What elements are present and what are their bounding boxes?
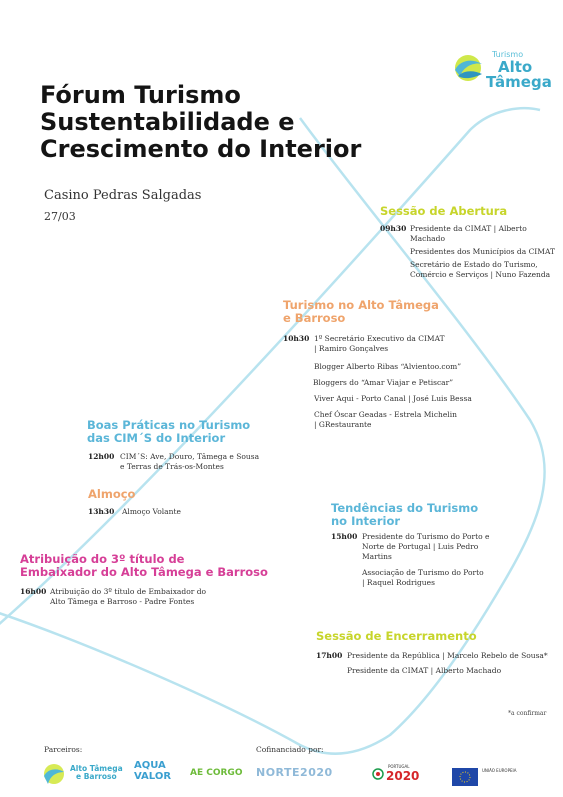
eu-label: UNIÃO EUROPEIA <box>482 768 517 773</box>
title-line1: Fórum Turismo <box>40 81 241 109</box>
aquavalor-logo <box>134 760 171 782</box>
partner2-line2: VALOR <box>134 771 172 782</box>
agenda-item: Presidente da CIMAT | Alberto <box>410 224 527 233</box>
agenda-item: Machado <box>410 234 445 243</box>
agenda-tendencias <box>362 532 490 588</box>
agenda-item: Alto Tâmega e Barroso - Padre Fontes <box>50 597 195 606</box>
heading-atribuicao-line1: Atribuição do 3º título de <box>20 552 185 566</box>
turismo-alto-tamega-logo <box>452 48 552 98</box>
portugal-small-text: PORTUGAL <box>388 764 410 769</box>
agenda-encerramento <box>347 651 548 676</box>
agenda-turismo-chef <box>314 410 457 430</box>
agenda-item: Presidente do Turismo do Porto e <box>362 532 490 541</box>
cofinanced-label: Cofinanciado por: <box>256 745 324 754</box>
portugal2020-text: 2020 <box>386 769 420 783</box>
partner2-line1: AQUA <box>134 760 166 771</box>
agenda-item: Bloggers do “Amar Viajar e Petiscar” <box>313 378 454 387</box>
heading-atribuicao-line2: Embaixador do Alto Tâmega e Barroso <box>20 565 268 579</box>
heading-tendencias-line1: Tendências do Turismo <box>331 501 479 515</box>
time-encerramento: 17h00 <box>316 651 343 660</box>
norte2020-logo: NORTE2020 <box>256 766 333 779</box>
time-turismo: 10h30 <box>283 334 310 343</box>
agenda-item: | GRestaurante <box>314 420 372 429</box>
ae-corgo-logo: AE CORGO <box>190 768 243 778</box>
partner1-line1: Alto Tâmega <box>70 764 123 773</box>
venue: Casino Pedras Salgadas <box>44 188 202 203</box>
agenda-item: | Raquel Rodrigues <box>362 578 435 587</box>
agenda-item: Norte de Portugal | Luis Pedro <box>362 542 479 551</box>
agenda-boas-praticas <box>120 452 259 472</box>
agenda-item: Chef Óscar Geadas - Estrela Michelin <box>314 410 457 419</box>
logo-line2: Tâmega <box>486 73 552 91</box>
partner-swirl-icon <box>42 762 66 786</box>
agenda-item: Presidentes dos Municípios da CIMAT <box>410 247 555 256</box>
partner1-text <box>70 765 123 781</box>
heading-turismo-line1: Turismo no Alto Tâmega <box>283 298 439 312</box>
title-line3: Crescimento do Interior <box>40 135 362 163</box>
agenda-item: e Terras de Trás-os-Montes <box>120 462 224 471</box>
time-abertura: 09h30 <box>380 224 407 233</box>
agenda-turismo <box>314 334 445 354</box>
event-date: 27/03 <box>44 210 76 223</box>
agenda-item: Almoço Volante <box>122 507 181 516</box>
logo-small-text: Turismo <box>492 50 524 59</box>
agenda-item: 1º Secretário Executivo da CIMAT <box>314 334 445 343</box>
eu-stars-icon <box>452 768 478 786</box>
partner1-line2: e Barroso <box>76 772 117 781</box>
logo-swirl-icon <box>452 50 486 84</box>
portugal2020-logo <box>372 764 432 788</box>
heading-turismo-line2: e Barroso <box>283 311 346 325</box>
confirm-note: *a confirmar <box>508 710 547 717</box>
agenda-atribuicao <box>50 587 206 607</box>
heading-boas-praticas <box>87 419 250 445</box>
logo-line1: Alto <box>498 58 533 76</box>
logo-text <box>486 60 552 90</box>
time-almoco: 13h30 <box>88 507 115 516</box>
agenda-item: Presidente da República | Marcelo Rebelo de Sousa* <box>347 651 548 660</box>
agenda-item: Martins <box>362 552 392 561</box>
heading-tendencias-line2: no Interior <box>331 514 401 528</box>
agenda-item: Blogger Alberto Ribas “Alvientoo.com” <box>314 362 462 371</box>
heading-boas-line2: das CIM´S do Interior <box>87 431 226 445</box>
agenda-item: CIM´S: Ave, Douro, Tâmega e Sousa <box>120 452 260 461</box>
heading-encerramento: Sessão de Encerramento <box>316 629 477 643</box>
heading-tendencias <box>331 502 478 528</box>
agenda-item: Atribuição do 3º título de Embaixador do <box>50 587 207 596</box>
heading-atribuicao <box>20 553 268 579</box>
eu-flag-icon <box>452 768 478 786</box>
heading-boas-line1: Boas Práticas no Turismo <box>87 418 251 432</box>
agenda-item: | Ramiro Gonçalves <box>314 344 389 353</box>
heading-almoco: Almoço <box>88 487 136 501</box>
heading-turismo <box>283 299 439 325</box>
agenda-abertura <box>410 224 555 280</box>
agenda-item: Associação de Turismo do Porto <box>362 568 484 577</box>
time-boas-praticas: 12h00 <box>88 452 115 461</box>
agenda-item: Secretário de Estado do Turismo, <box>410 260 538 269</box>
partners-label: Parceiros: <box>44 745 83 754</box>
page-title <box>40 82 460 163</box>
agenda-item: Viver Aqui - Porto Canal | José Luis Bessa <box>314 394 472 403</box>
portugal-flag-icon <box>372 768 384 780</box>
alto-tamega-barroso-logo <box>42 762 127 788</box>
heading-abertura: Sessão de Abertura <box>380 204 508 218</box>
agenda-item: Presidente da CIMAT | Alberto Machado <box>347 666 502 675</box>
time-tendencias: 15h00 <box>331 532 358 541</box>
agenda-item: Comércio e Serviços | Nuno Fazenda <box>410 270 551 279</box>
title-line2: Sustentabilidade e <box>40 108 295 136</box>
time-atribuicao: 16h00 <box>20 587 47 596</box>
